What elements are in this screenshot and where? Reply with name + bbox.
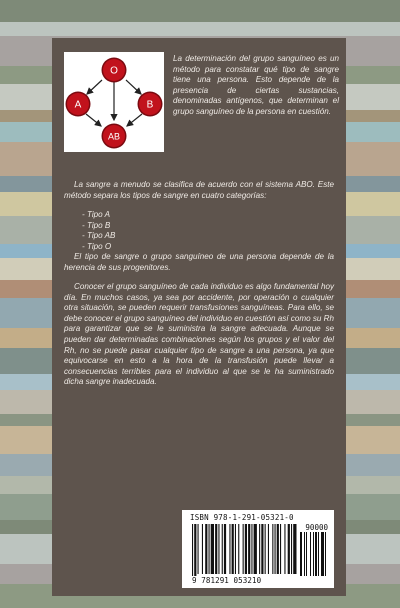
- barcode-bar: [209, 524, 210, 574]
- blood-type-item: - Tipo B: [82, 220, 111, 230]
- blood-type-item: - Tipo AB: [82, 231, 116, 241]
- barcode-bar: [293, 524, 296, 574]
- blood-group-diagram: [64, 52, 164, 152]
- barcode-bar: [215, 524, 217, 574]
- abo-paragraph: La sangre a menudo se clasifica de acuerdo con el sistema ABO. Este método separa los tipos de sangre en cuatro categorías:: [64, 180, 334, 200]
- barcode-addon-bar: [313, 532, 314, 576]
- node-b: [138, 92, 163, 117]
- barcode-bar: [251, 524, 252, 574]
- barcode-bar: [205, 524, 207, 574]
- arrow-a-to-ab: [86, 114, 101, 126]
- barcode-bar: [272, 524, 273, 574]
- barcode-bar: [194, 524, 196, 576]
- barcode-addon-bar: [321, 532, 324, 576]
- barcode-addon-bar: [300, 532, 302, 576]
- barcode-bar: [198, 524, 199, 574]
- node-b-label: B: [146, 99, 154, 111]
- barcode-bar: [232, 524, 234, 574]
- node-a-label: A: [74, 99, 82, 111]
- background-stripe: [0, 22, 400, 36]
- barcode-bar: [224, 524, 226, 574]
- barcode-digits: 9 781291 053210: [192, 576, 262, 585]
- barcode-addon-bar: [306, 532, 307, 576]
- barcode-addon-bar: [315, 532, 317, 576]
- barcode-bar: [243, 524, 244, 574]
- barcode-addon-bar: [304, 532, 305, 576]
- barcode-bar: [235, 524, 236, 574]
- barcode-bar: [245, 524, 247, 574]
- arrow-b-to-ab: [127, 114, 142, 126]
- barcode-bar: [277, 524, 279, 574]
- barcode-bar: [229, 524, 230, 574]
- isbn-barcode: [182, 510, 334, 588]
- barcode-bar: [248, 524, 250, 574]
- barcode-bar: [280, 524, 281, 574]
- barcode-bar: [291, 524, 292, 574]
- barcode-bar: [202, 524, 203, 574]
- barcode-bar: [275, 524, 276, 574]
- barcode-addon-bar: [318, 532, 319, 576]
- arrow-o-to-b: [126, 80, 141, 94]
- barcode-bar: [284, 524, 285, 574]
- blood-type-list: [82, 210, 115, 252]
- blood-type-item: - Tipo O: [82, 241, 112, 251]
- intro-paragraph: La determinación del grupo sanguíneo es un método para constatar qué tipo de sangre tiene una persona. Esto depende de la presencia de ciertas sustancias, denominadas antígenos, que determinan el grupo sanguíneo de la persona en cuestión.: [173, 54, 339, 116]
- barcode-bar: [268, 524, 269, 574]
- barcode-bar: [218, 524, 219, 574]
- transfusion-paragraph: Conocer el grupo sanguíneo de cada individuo es algo fundamental hoy día. En muchos casos, ya sea por accidente, por operación o cualquier otra situación, se pueden requerir transfusiones sanguíneas. Para ello, se debe conocer el grupo sanguíneo del individuo en cuestión así como su Rh para garantizar que se le suministra la sangre adecuada. Aunque se pueden dar determinadas combinaciones según los grupos y el valor del Rh, no se puede pasar cualquier tipo de sangre a una persona, ya que equivocarse en esto a la hora de la transfusión puede llevar a consecuencias terribles para el individuo al que se le ha suministrado dicha sangre inadecuada.: [64, 282, 334, 387]
- barcode-bar: [259, 524, 260, 574]
- arrow-o-to-a: [87, 80, 102, 94]
- barcode-addon-bar: [310, 532, 311, 576]
- isbn-number: ISBN 978-1-291-05321-0: [190, 513, 294, 522]
- price-code: 90000: [305, 523, 328, 532]
- heredity-paragraph: El tipo de sangre o grupo sanguíneo de una persona depende de la herencia de sus progenitores.: [64, 252, 334, 272]
- barcode-bar: [211, 524, 214, 574]
- barcode-bar: [265, 524, 266, 574]
- node-ab-label: AB: [107, 131, 121, 142]
- node-ab: [102, 124, 127, 149]
- back-cover-panel: [52, 38, 346, 596]
- barcode-bar: [238, 524, 239, 574]
- barcode-bar: [192, 524, 193, 576]
- barcode-bar: [222, 524, 223, 574]
- barcode-bar: [254, 524, 257, 574]
- barcode-addon-bar: [325, 532, 326, 576]
- barcode-bar: [261, 524, 263, 574]
- node-a: [66, 92, 91, 117]
- background-stripe: [0, 0, 400, 22]
- barcode-bar: [288, 524, 290, 574]
- node-o-label: O: [110, 65, 118, 77]
- blood-type-item: - Tipo A: [82, 210, 110, 219]
- node-o: [102, 58, 127, 83]
